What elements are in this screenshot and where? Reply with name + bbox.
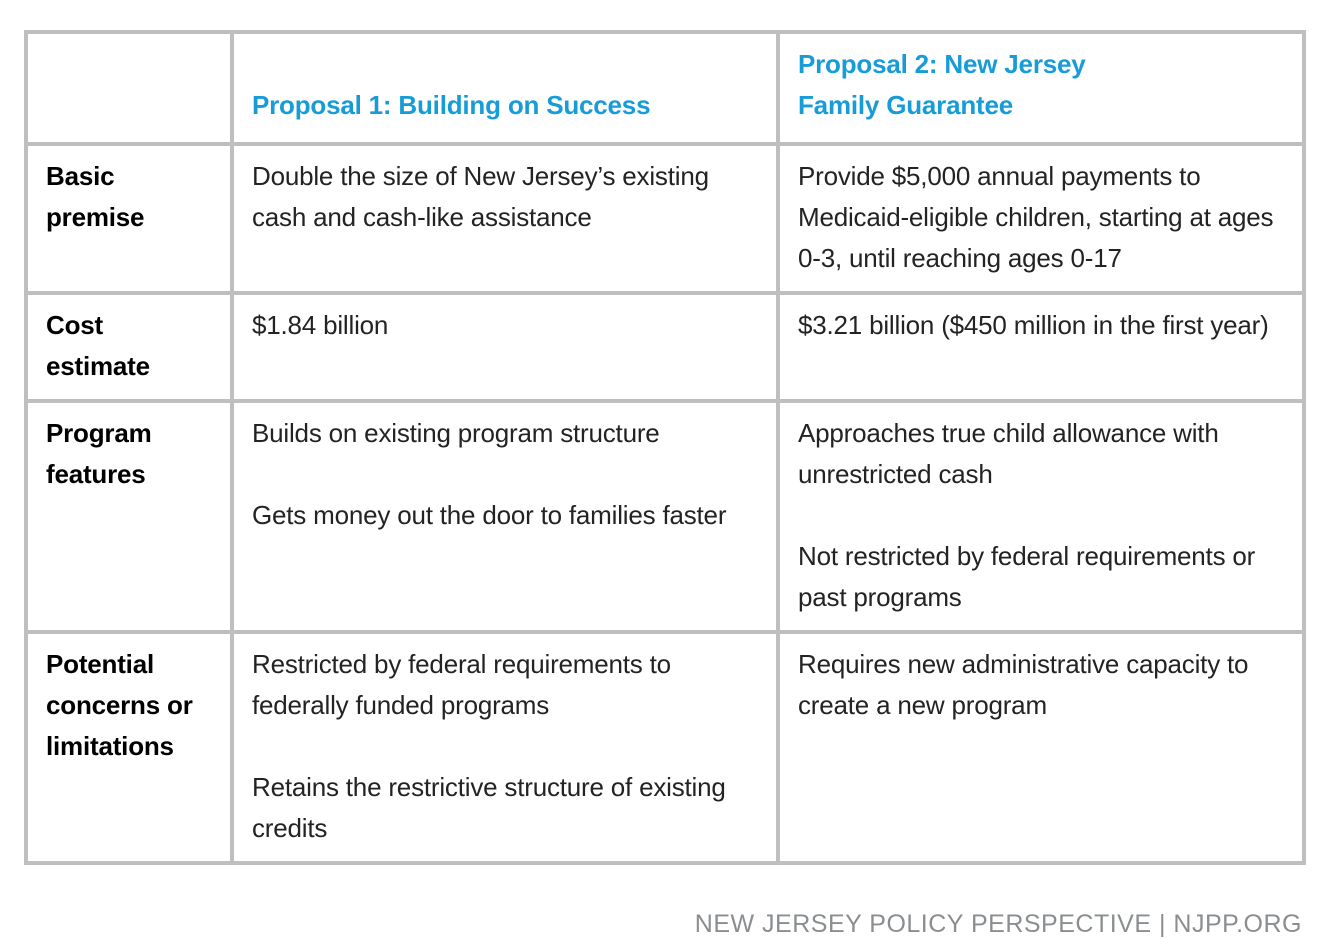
cell-cost-estimate-proposal2 bbox=[778, 293, 1304, 401]
cell-program-features-proposal2 bbox=[778, 401, 1304, 632]
header-empty-cell bbox=[26, 32, 232, 144]
row-label-basic-premise: Basic premise bbox=[26, 144, 232, 293]
cell-text: Requires new administrative capacity to create a new program bbox=[798, 649, 1249, 720]
cell-text: $3.21 billion ($450 million in the first year) bbox=[798, 310, 1269, 340]
footer-credit: NEW JERSEY POLICY PERSPECTIVE | NJPP.ORG bbox=[694, 910, 1302, 938]
header-proposal-2-line1: Proposal 2: New Jersey bbox=[798, 49, 1086, 79]
cell-text: Gets money out the door to families faster bbox=[252, 500, 727, 530]
cell-text: Provide $5,000 annual payments to Medicaid-eligible children, starting at ages 0-3, until reaching ages 0-17 bbox=[798, 161, 1274, 273]
header-proposal-1-label: Proposal 1: Building on Success bbox=[252, 90, 651, 120]
row-label-potential-concerns: Potential concerns or limitations bbox=[26, 632, 232, 863]
cell-potential-concerns-proposal2 bbox=[778, 632, 1304, 863]
cell-text: Restricted by federal requirements to federally funded programs bbox=[252, 649, 671, 720]
cell-text: Approaches true child allowance with unrestricted cash bbox=[798, 418, 1219, 489]
table-row-potential-concerns bbox=[26, 632, 1304, 863]
cell-cost-estimate-proposal1 bbox=[232, 293, 778, 401]
proposal-comparison-table bbox=[24, 30, 1306, 865]
header-proposal-2-line2: Family Guarantee bbox=[798, 90, 1013, 120]
cell-program-features-proposal1 bbox=[232, 401, 778, 632]
table-row-cost-estimate bbox=[26, 293, 1304, 401]
row-label-cost-estimate: Cost estimate bbox=[26, 293, 232, 401]
cell-text: Retains the restrictive structure of existing credits bbox=[252, 772, 726, 843]
cell-text: Not restricted by federal requirements or past programs bbox=[798, 541, 1256, 612]
cell-text: Builds on existing program structure bbox=[252, 418, 660, 448]
cell-text: Double the size of New Jersey’s existing cash and cash-like assistance bbox=[252, 161, 709, 232]
cell-basic-premise-proposal1 bbox=[232, 144, 778, 293]
header-row bbox=[26, 32, 1304, 144]
page bbox=[24, 30, 1302, 939]
row-label-program-features: Program features bbox=[26, 401, 232, 632]
cell-basic-premise-proposal2 bbox=[778, 144, 1304, 293]
table-row-program-features bbox=[26, 401, 1304, 632]
table-row-basic-premise bbox=[26, 144, 1304, 293]
header-proposal-1 bbox=[232, 32, 778, 144]
header-proposal-2 bbox=[778, 32, 1304, 144]
cell-text: $1.84 billion bbox=[252, 310, 389, 340]
cell-potential-concerns-proposal1 bbox=[232, 632, 778, 863]
